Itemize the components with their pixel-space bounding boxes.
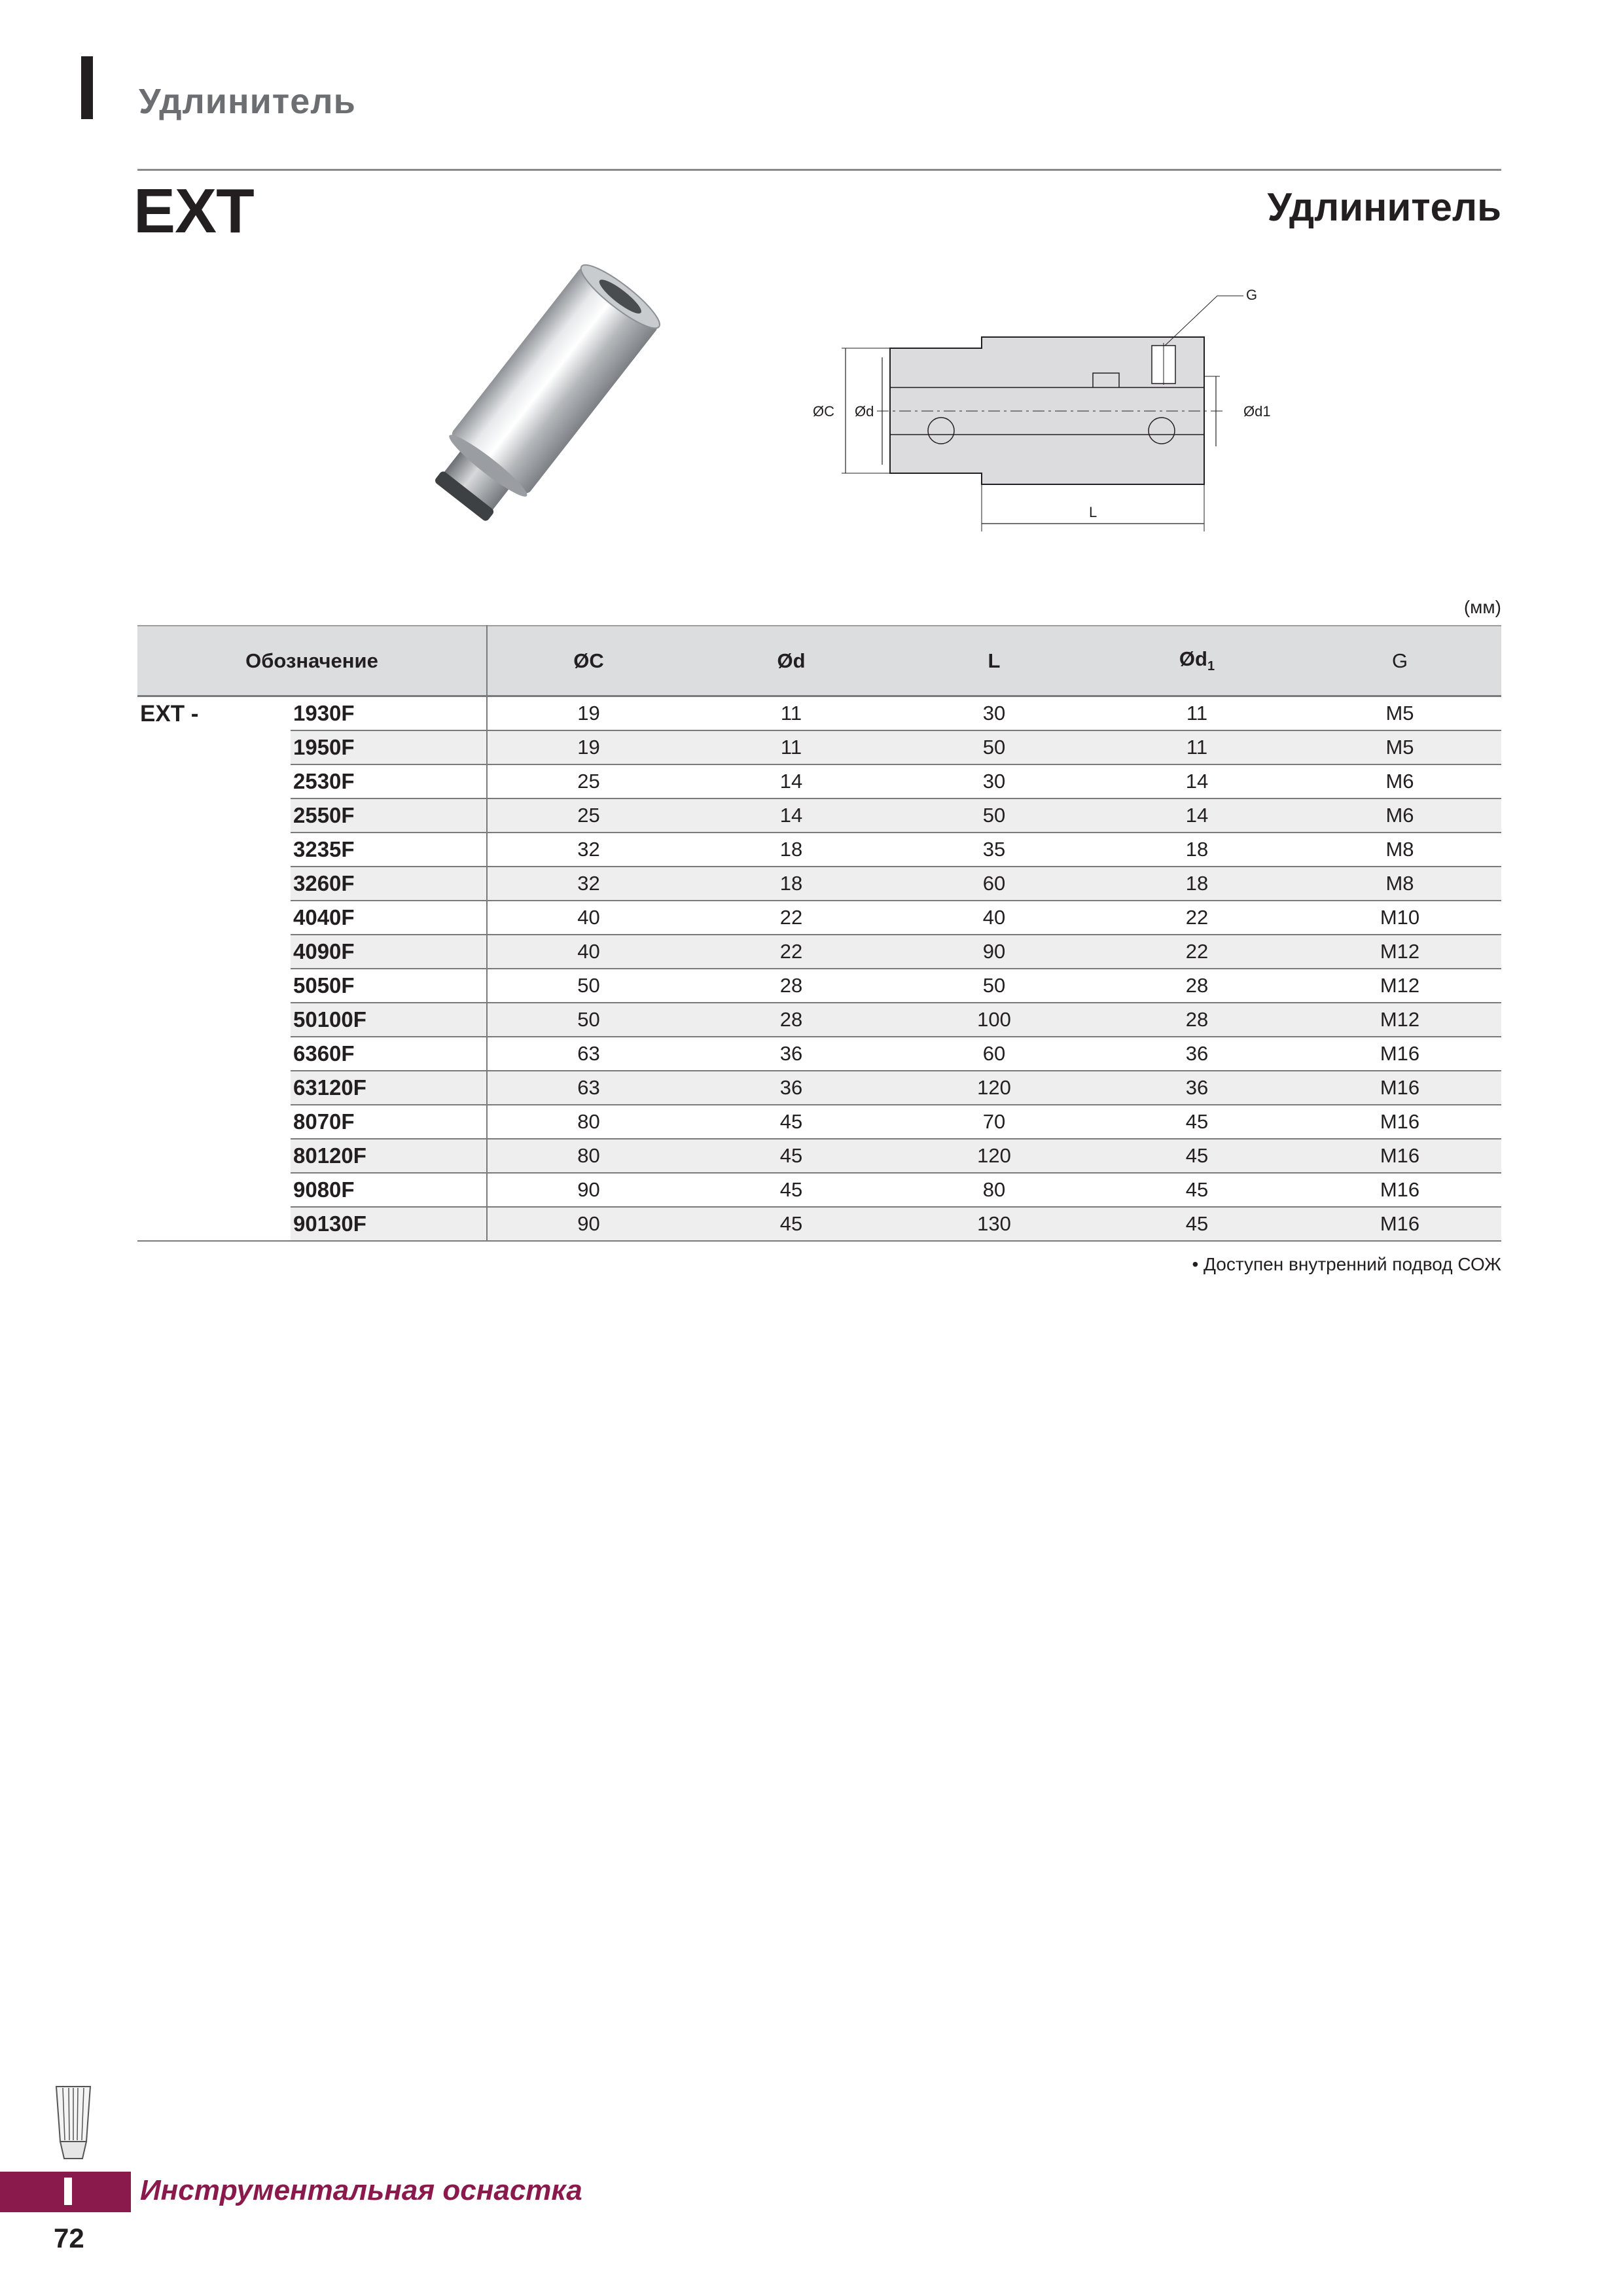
cell-l: 120 <box>893 1139 1096 1173</box>
cell-d: 11 <box>690 696 893 731</box>
row-prefix <box>137 1173 291 1207</box>
cell-c: 25 <box>487 798 690 833</box>
cell-l: 40 <box>893 901 1096 935</box>
row-code: 4090F <box>291 935 487 969</box>
cell-d: 14 <box>690 798 893 833</box>
table-row <box>137 1003 1501 1037</box>
cell-c: 50 <box>487 969 690 1003</box>
row-code: 50100F <box>291 1003 487 1037</box>
row-code: 63120F <box>291 1071 487 1105</box>
cell-l: 50 <box>893 730 1096 764</box>
row-code: 3260F <box>291 867 487 901</box>
row-prefix <box>137 730 291 764</box>
table-row <box>137 764 1501 798</box>
label-g: G <box>1246 287 1258 303</box>
table-row <box>137 798 1501 833</box>
cell-d1: 28 <box>1096 969 1298 1003</box>
cell-d1: 18 <box>1096 867 1298 901</box>
cell-c: 40 <box>487 901 690 935</box>
page-number: 72 <box>54 2223 84 2253</box>
cell-d: 45 <box>690 1173 893 1207</box>
cell-c: 40 <box>487 935 690 969</box>
row-prefix <box>137 901 291 935</box>
row-prefix <box>137 1037 291 1071</box>
cell-l: 100 <box>893 1003 1096 1037</box>
header-designation: Обозначение <box>137 626 487 696</box>
table-row <box>137 1037 1501 1071</box>
cell-c: 63 <box>487 1071 690 1105</box>
cell-l: 130 <box>893 1207 1096 1241</box>
row-code: 2530F <box>291 764 487 798</box>
cell-l: 70 <box>893 1105 1096 1139</box>
row-code: 2550F <box>291 798 487 833</box>
cell-d: 28 <box>690 969 893 1003</box>
row-prefix <box>137 1105 291 1139</box>
row-code: 3235F <box>291 833 487 867</box>
cell-d1: 45 <box>1096 1139 1298 1173</box>
cell-d1: 11 <box>1096 730 1298 764</box>
table-row <box>137 867 1501 901</box>
table-row <box>137 1105 1501 1139</box>
cell-d: 36 <box>690 1037 893 1071</box>
header-l: L <box>893 626 1096 696</box>
cell-d1: 45 <box>1096 1173 1298 1207</box>
cell-d: 22 <box>690 935 893 969</box>
cell-g: M16 <box>1298 1207 1501 1241</box>
cell-g: M10 <box>1298 901 1501 935</box>
cell-g: M12 <box>1298 969 1501 1003</box>
row-prefix: EXT - <box>137 696 291 731</box>
cell-l: 60 <box>893 867 1096 901</box>
table-row <box>137 833 1501 867</box>
cell-c: 63 <box>487 1037 690 1071</box>
cell-c: 50 <box>487 1003 690 1037</box>
row-code: 1950F <box>291 730 487 764</box>
table-row <box>137 1139 1501 1173</box>
row-code: 1930F <box>291 696 487 731</box>
table-row <box>137 969 1501 1003</box>
row-code: 5050F <box>291 969 487 1003</box>
cell-g: M16 <box>1298 1037 1501 1071</box>
row-code: 90130F <box>291 1207 487 1241</box>
header-d1: $Ød_1$ <box>1096 626 1298 696</box>
cell-l: 80 <box>893 1173 1096 1207</box>
cell-d1: 45 <box>1096 1105 1298 1139</box>
cell-d: 22 <box>690 901 893 935</box>
cell-c: 80 <box>487 1105 690 1139</box>
product-title: Удлинитель <box>1267 185 1501 229</box>
header-g: G <box>1298 626 1501 696</box>
cell-g: M6 <box>1298 798 1501 833</box>
footer-section-mark <box>64 2178 72 2205</box>
section-title: Удлинитель <box>139 82 356 121</box>
cell-d1: 14 <box>1096 798 1298 833</box>
row-code: 6360F <box>291 1037 487 1071</box>
label-l: L <box>1089 504 1097 520</box>
cell-d: 36 <box>690 1071 893 1105</box>
row-prefix <box>137 1003 291 1037</box>
row-prefix <box>137 833 291 867</box>
header-d: Ød <box>690 626 893 696</box>
cell-d: 45 <box>690 1139 893 1173</box>
cell-g: M16 <box>1298 1139 1501 1173</box>
cell-g: M8 <box>1298 867 1501 901</box>
row-code: 4040F <box>291 901 487 935</box>
cell-l: 60 <box>893 1037 1096 1071</box>
product-photo <box>347 259 713 560</box>
cell-d1: 18 <box>1096 833 1298 867</box>
row-prefix <box>137 969 291 1003</box>
row-prefix <box>137 1207 291 1241</box>
table-row <box>137 935 1501 969</box>
cell-d: 45 <box>690 1105 893 1139</box>
header-divider <box>137 169 1501 171</box>
product-code: EXT <box>134 176 254 246</box>
cell-d1: 22 <box>1096 935 1298 969</box>
cell-d: 14 <box>690 764 893 798</box>
cell-l: 50 <box>893 969 1096 1003</box>
header-c: ØC <box>487 626 690 696</box>
cell-g: M5 <box>1298 730 1501 764</box>
label-d: Ød <box>855 403 874 420</box>
cell-l: 30 <box>893 696 1096 731</box>
cell-d1: 36 <box>1096 1071 1298 1105</box>
cell-g: M5 <box>1298 696 1501 731</box>
cell-l: 120 <box>893 1071 1096 1105</box>
cell-c: 90 <box>487 1173 690 1207</box>
cell-d: 18 <box>690 833 893 867</box>
table-row <box>137 901 1501 935</box>
cell-d: 28 <box>690 1003 893 1037</box>
collet-icon <box>47 2081 99 2166</box>
cell-c: 32 <box>487 833 690 867</box>
cell-c: 19 <box>487 696 690 731</box>
unit-label: (мм) <box>1463 597 1501 617</box>
label-d1: Ød1 <box>1243 403 1271 420</box>
cell-d1: 36 <box>1096 1037 1298 1071</box>
cell-l: 50 <box>893 798 1096 833</box>
cell-d: 45 <box>690 1207 893 1241</box>
cell-d: 18 <box>690 867 893 901</box>
table-header-row <box>137 626 1501 696</box>
cell-d1: 22 <box>1096 901 1298 935</box>
row-code: 8070F <box>291 1105 487 1139</box>
cell-c: 90 <box>487 1207 690 1241</box>
row-code: 80120F <box>291 1139 487 1173</box>
cell-d1: 14 <box>1096 764 1298 798</box>
row-code: 9080F <box>291 1173 487 1207</box>
cell-g: M16 <box>1298 1071 1501 1105</box>
cell-d: 11 <box>690 730 893 764</box>
table-row <box>137 696 1501 731</box>
cell-g: M16 <box>1298 1105 1501 1139</box>
cell-g: M12 <box>1298 1003 1501 1037</box>
row-prefix <box>137 867 291 901</box>
spec-table <box>137 625 1501 1242</box>
cell-d1: 28 <box>1096 1003 1298 1037</box>
cell-l: 30 <box>893 764 1096 798</box>
cell-c: 32 <box>487 867 690 901</box>
row-prefix <box>137 1139 291 1173</box>
cell-l: 90 <box>893 935 1096 969</box>
cell-g: M6 <box>1298 764 1501 798</box>
label-c: ØC <box>813 403 834 420</box>
cell-g: M8 <box>1298 833 1501 867</box>
cell-d1: 11 <box>1096 696 1298 731</box>
cell-c: 80 <box>487 1139 690 1173</box>
cell-g: M12 <box>1298 935 1501 969</box>
cell-l: 35 <box>893 833 1096 867</box>
technical-drawing <box>785 275 1283 550</box>
row-prefix <box>137 935 291 969</box>
table-row <box>137 730 1501 764</box>
cell-c: 19 <box>487 730 690 764</box>
table-row <box>137 1071 1501 1105</box>
cell-c: 25 <box>487 764 690 798</box>
row-prefix <box>137 1071 291 1105</box>
row-prefix <box>137 764 291 798</box>
cell-g: M16 <box>1298 1173 1501 1207</box>
cell-d1: 45 <box>1096 1207 1298 1241</box>
row-prefix <box>137 798 291 833</box>
section-marker-bar <box>81 56 93 119</box>
table-row <box>137 1207 1501 1241</box>
table-row <box>137 1173 1501 1207</box>
footnote: • Доступен внутренний подвод СОЖ <box>1192 1254 1501 1274</box>
footer-title: Инструментальная оснастка <box>140 2174 582 2206</box>
